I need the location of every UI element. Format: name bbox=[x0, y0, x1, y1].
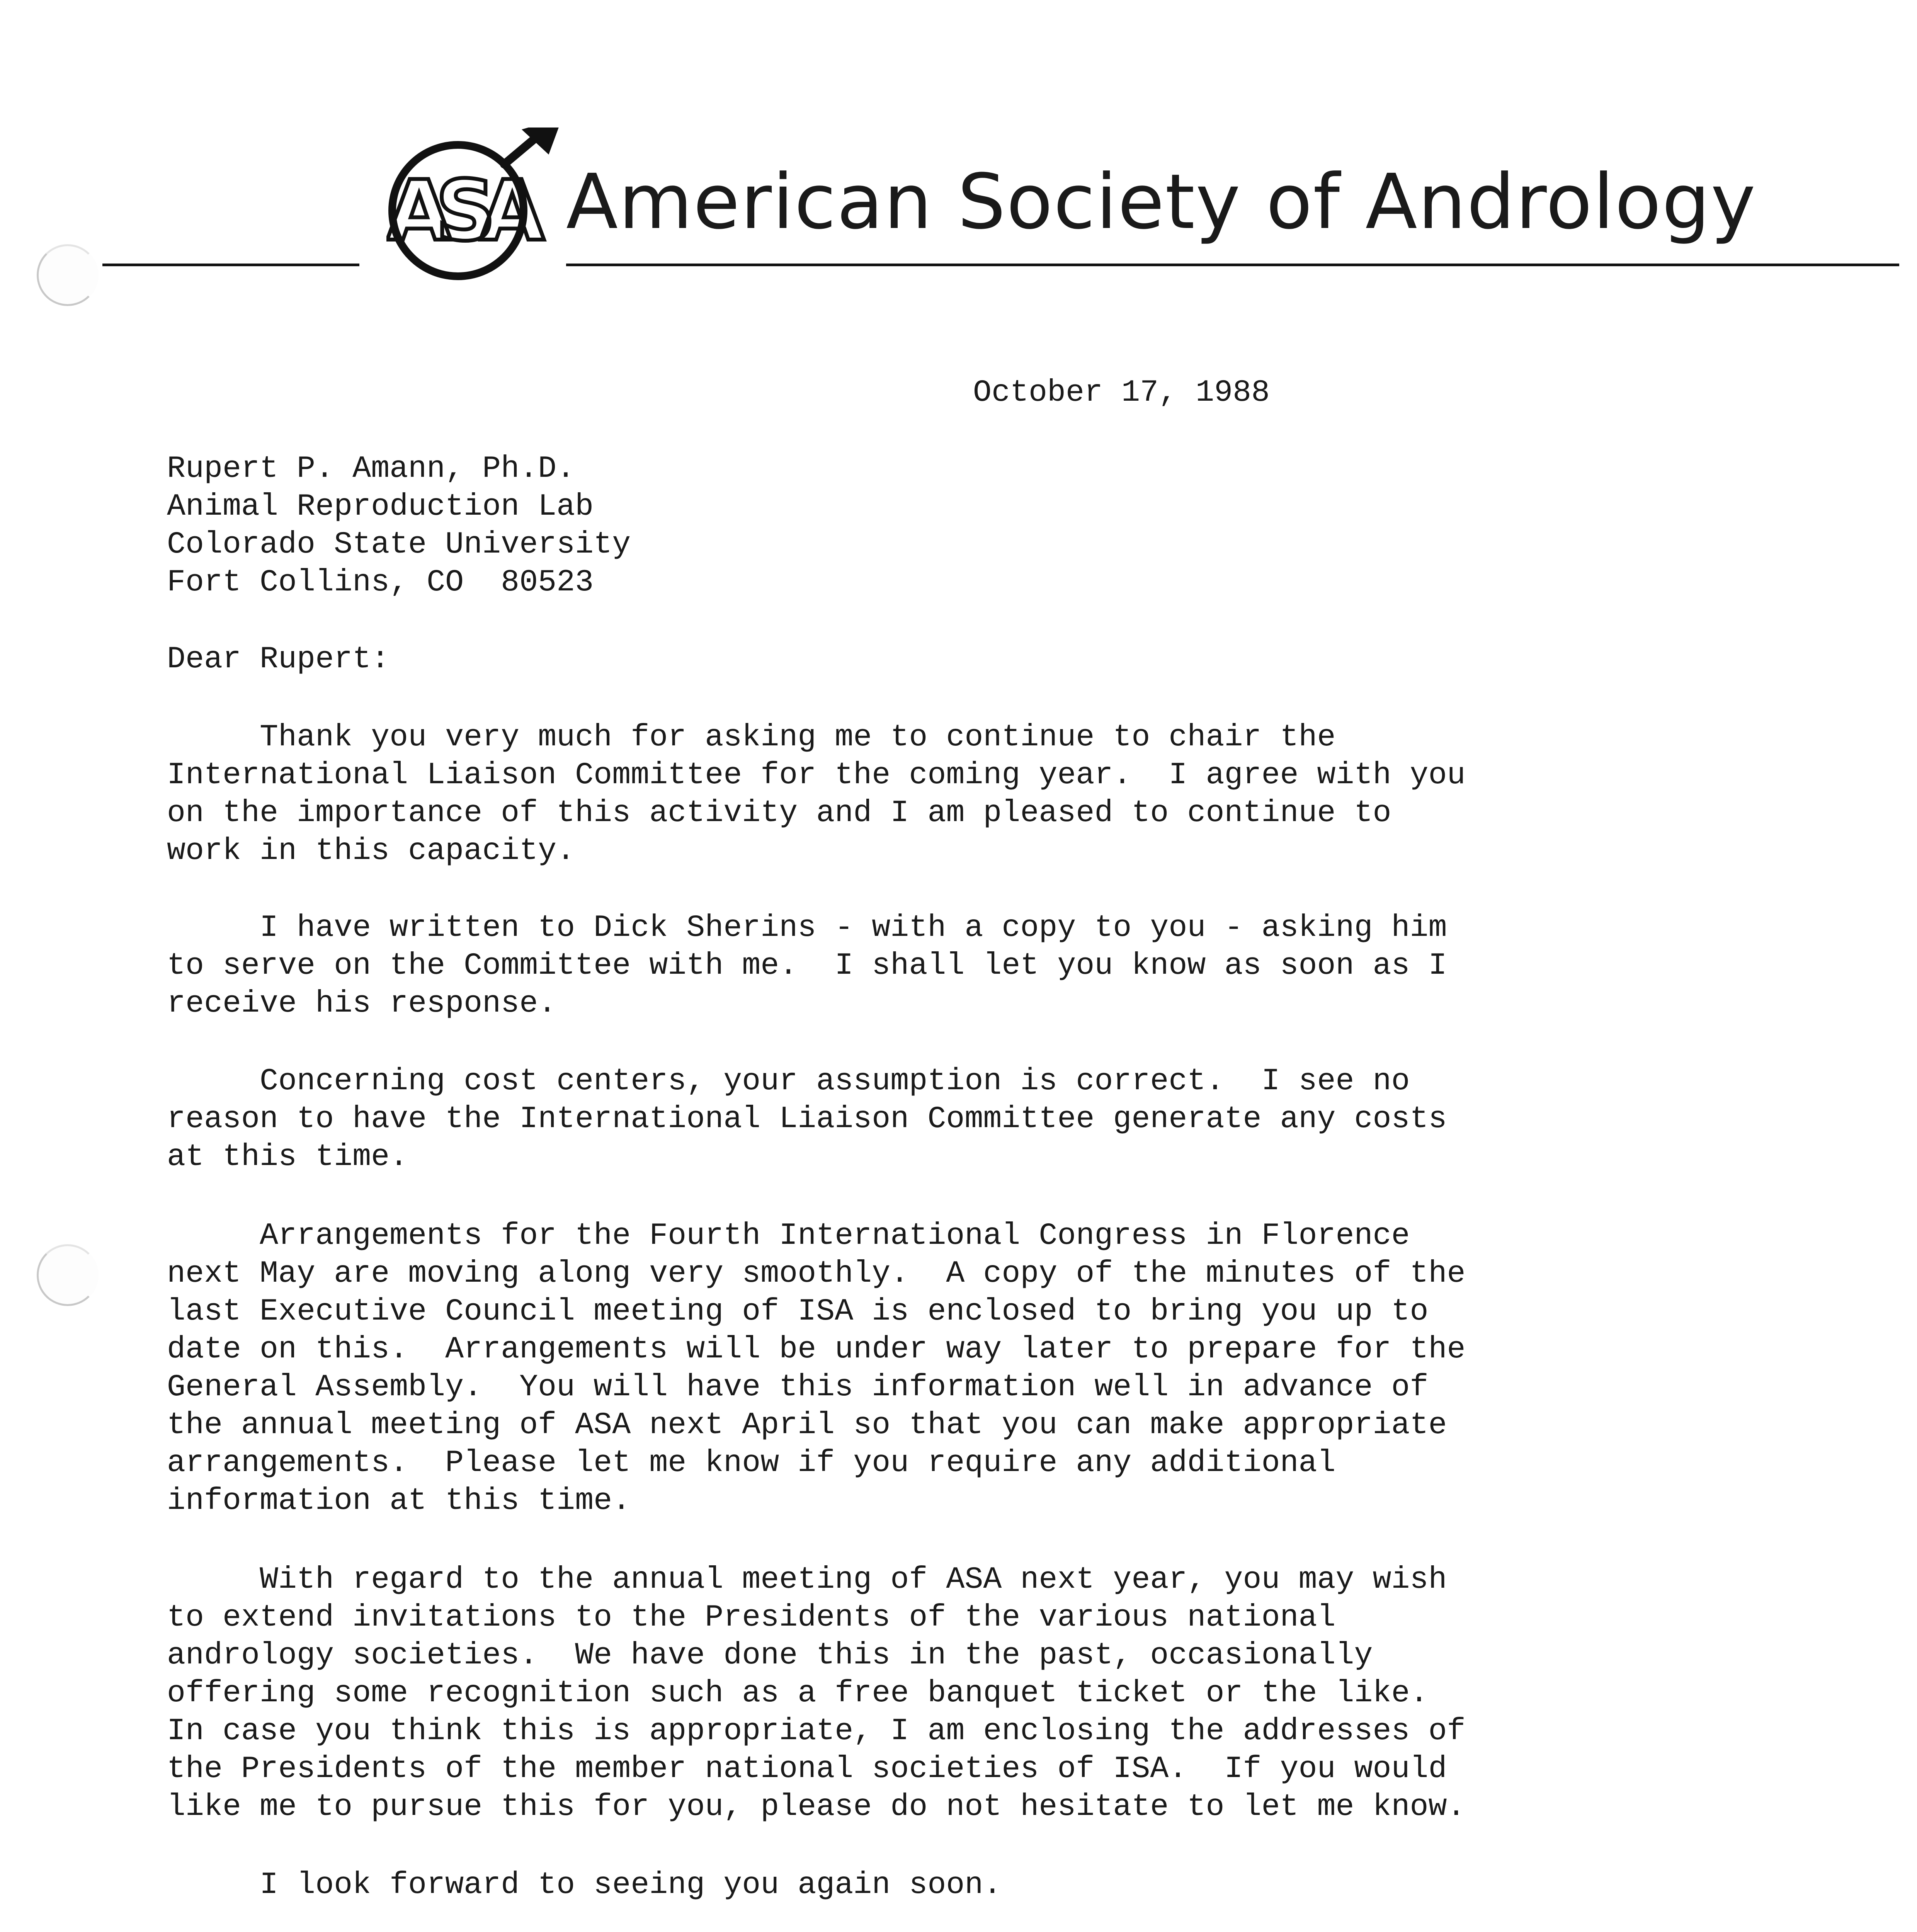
recipient-line: Colorado State University bbox=[167, 527, 631, 562]
body-paragraph-2 bbox=[167, 909, 1447, 1023]
body-line: International Liaison Committee for the coming year. I agree with you bbox=[167, 758, 1466, 793]
body-line: Arrangements for the Fourth International Congress in Florence bbox=[167, 1218, 1410, 1253]
body-line: like me to pursue this for you, please do not hesitate to let me know. bbox=[167, 1789, 1466, 1825]
body-paragraph-3 bbox=[167, 1063, 1447, 1176]
body-paragraph-4 bbox=[167, 1217, 1466, 1520]
body-line: Concerning cost centers, your assumption is correct. I see no bbox=[167, 1064, 1410, 1099]
salutation: Dear Rupert: bbox=[167, 642, 390, 677]
body-line: to serve on the Committee with me. I shall let you know as soon as I bbox=[167, 948, 1447, 983]
body-line: date on this. Arrangements will be under way later to prepare for the bbox=[167, 1332, 1466, 1367]
letterhead-rule-right bbox=[566, 264, 1899, 266]
body-paragraph-1 bbox=[167, 719, 1466, 870]
body-line: last Executive Council meeting of ISA is enclosed to bring you up to bbox=[167, 1294, 1429, 1329]
asa-logo bbox=[386, 128, 568, 290]
recipient-line: Rupert P. Amann, Ph.D. bbox=[167, 451, 575, 486]
body-line: offering some recognition such as a free banquet ticket or the like. bbox=[167, 1676, 1429, 1711]
letterhead-rule-left bbox=[102, 264, 359, 266]
body-line: information at this time. bbox=[167, 1483, 631, 1519]
body-line: I have written to Dick Sherins - with a copy to you - asking him bbox=[167, 910, 1447, 946]
body-line: the Presidents of the member national societies of ISA. If you would bbox=[167, 1752, 1447, 1787]
body-line: the annual meeting of ASA next April so that you can make appropriate bbox=[167, 1408, 1447, 1443]
recipient-address bbox=[167, 450, 631, 602]
recipient-line: Fort Collins, CO 80523 bbox=[167, 565, 594, 600]
body-line: work in this capacity. bbox=[167, 833, 575, 869]
body-line: on the importance of this activity and I am pleased to continue to bbox=[167, 796, 1391, 831]
body-line: receive his response. bbox=[167, 986, 557, 1021]
body-line: at this time. bbox=[167, 1139, 408, 1175]
body-line: I look forward to seeing you again soon. bbox=[167, 1867, 1002, 1903]
letter-date: October 17, 1988 bbox=[973, 375, 1270, 410]
body-line: to extend invitations to the Presidents of the various national bbox=[167, 1600, 1336, 1635]
body-line: With regard to the annual meeting of ASA next year, you may wish bbox=[167, 1562, 1447, 1597]
body-paragraph-6 bbox=[167, 1866, 1002, 1904]
body-line: In case you think this is appropriate, I am enclosing the addresses of bbox=[167, 1714, 1466, 1749]
body-line: Thank you very much for asking me to continue to chair the bbox=[167, 720, 1336, 755]
body-line: reason to have the International Liaison Committee generate any costs bbox=[167, 1102, 1447, 1137]
body-paragraph-5 bbox=[167, 1561, 1466, 1826]
recipient-line: Animal Reproduction Lab bbox=[167, 489, 594, 524]
body-line: andrology societies. We have done this in the past, occasionally bbox=[167, 1638, 1373, 1673]
body-line: arrangements. Please let me know if you require any additional bbox=[167, 1446, 1336, 1481]
logo-text: ASA bbox=[387, 162, 529, 259]
body-line: General Assembly. You will have this information well in advance of bbox=[167, 1370, 1429, 1405]
body-line: next May are moving along very smoothly. A copy of the minutes of the bbox=[167, 1256, 1466, 1291]
letterhead bbox=[0, 128, 1917, 301]
punch-hole-middle bbox=[37, 1244, 99, 1306]
organization-name: American Society of Andrology bbox=[566, 158, 1757, 246]
